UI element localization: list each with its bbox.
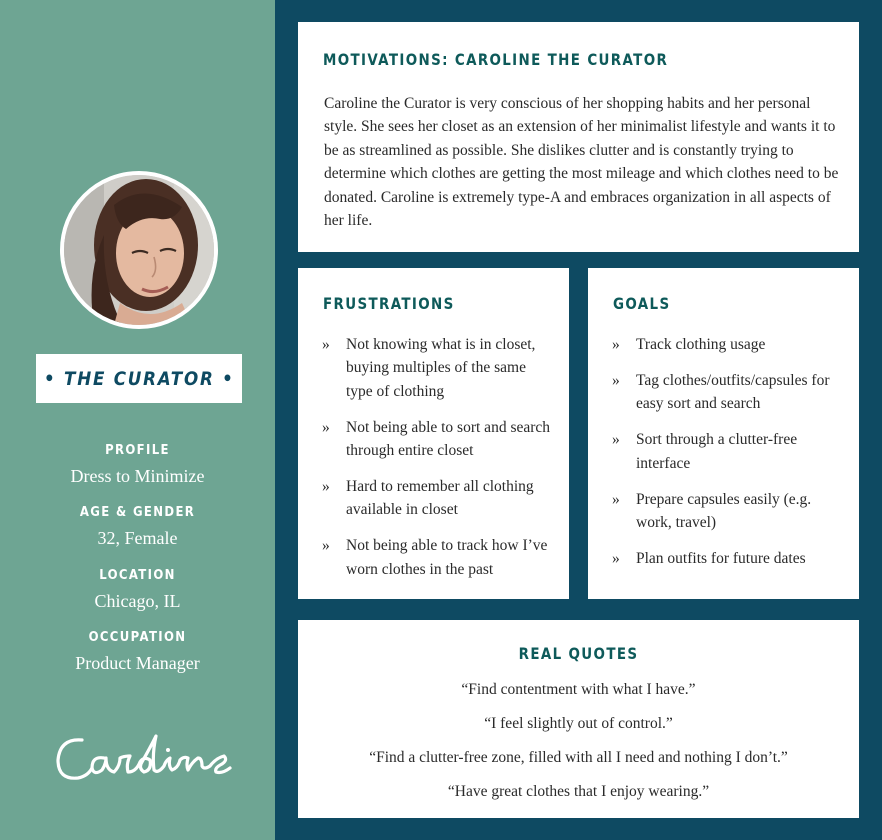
quote-item: “Find a clutter-free zone, filled with all I need and nothing I don’t.” [369,749,788,766]
profile-value: Dress to Minimize [70,466,205,486]
portrait-image [64,175,214,325]
bullet-icon: » [612,490,620,508]
list-item [612,369,842,416]
bullet-icon: » [612,371,620,389]
motivations-card [298,22,859,252]
quote-item: “I feel slightly out of control.” [484,715,673,732]
frustration-text: Not being able to sort and search through entire closet [346,418,551,460]
list-item [612,488,842,535]
list-item [612,547,842,570]
motivations-title: MOTIVATIONS: CAROLINE THE CURATOR [323,50,669,69]
frustration-text: Hard to remember all clothing available in closet [346,478,534,519]
frustrations-list [322,333,552,594]
persona-tag [36,354,242,403]
goal-text: Sort through a clutter-free interface [636,431,798,472]
quotes-title: REAL QUOTES [518,644,639,663]
goal-text: Prepare capsules easily (e.g. work, travel) [636,490,812,531]
bullet-icon: » [612,336,620,353]
age-gender-label: AGE & GENDER [79,505,196,520]
location-field [0,568,275,612]
location-value: Chicago, IL [94,591,181,611]
list-item [322,534,552,581]
goal-text: Track clothing usage [636,336,766,353]
persona-sidebar [0,0,275,840]
bullet-icon: » [322,418,330,436]
list-item [612,428,842,475]
occupation-field [0,630,275,674]
bullet-icon: » [322,537,330,555]
bullet-icon: » [612,549,620,567]
quote-item: “Find contentment with what I have.” [461,681,696,698]
goals-list [612,333,842,583]
age-gender-value: 32, Female [97,528,178,548]
persona-tag-label: • THE CURATOR • [43,367,235,390]
quotes-list [298,679,859,815]
frustration-text: Not being able to track how I’ve worn clothes in the past [346,537,548,578]
goals-title: GOALS [613,294,671,313]
list-item [612,333,842,356]
profile-label: PROFILE [105,443,170,458]
occupation-label: OCCUPATION [88,630,187,645]
persona-photo [60,171,218,329]
goal-text: Plan outfits for future dates [636,549,806,567]
profile-field [0,443,275,487]
occupation-value: Product Manager [75,653,200,673]
caroline-signature [52,722,234,786]
quotes-card [298,620,859,818]
bullet-icon: » [322,336,330,353]
list-item [322,475,552,522]
frustration-text: Not knowing what is in closet, buying multiples of the same type of clothing [346,336,536,400]
age-gender-field [0,505,275,549]
list-item [322,333,552,403]
location-label: LOCATION [99,568,176,583]
quote-item: “Have great clothes that I enjoy wearing.” [447,783,710,800]
frustrations-card [298,268,569,599]
bullet-icon: » [322,478,330,496]
list-item [322,416,552,463]
goals-card [588,268,859,599]
bullet-icon: » [612,431,620,449]
frustrations-title: FRUSTRATIONS [323,294,455,313]
goal-text: Tag clothes/outfits/capsules for easy sort and search [636,371,830,413]
motivations-text: Caroline the Curator is very conscious of her shopping habits and her personal style. She sees her closet as an extension of her minimalist lifestyle and wants it to be as streamlined as possible. She dislikes clutter and is constantly trying to determine which clothes are getting the most mileage and which clothes need to be donated. Caroline is extremely type-A and embraces organization in all aspects of her life. [324,95,839,230]
